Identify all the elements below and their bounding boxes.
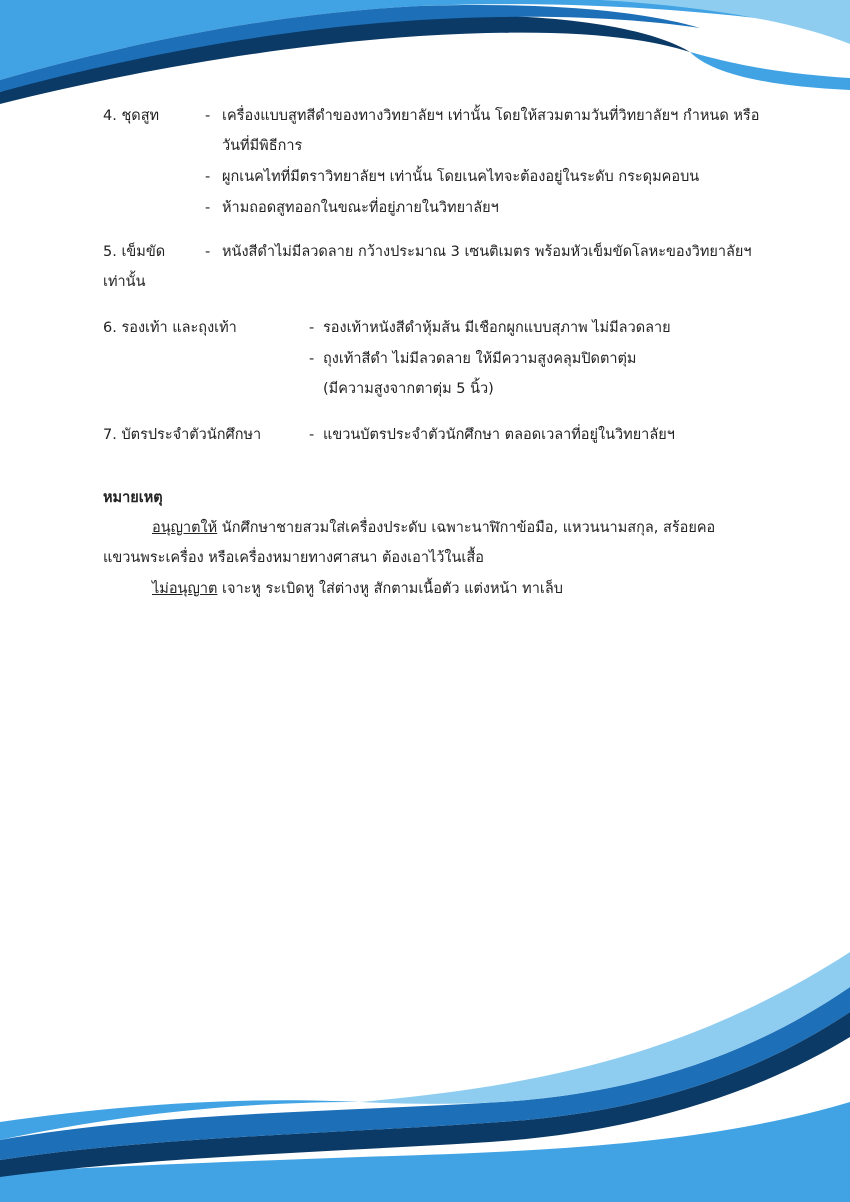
section-4-bullet-1: - [205, 108, 211, 124]
note-not-allowed-text: เจาะหู ระเบิดหู ใส่ต่างหู สักตามเนื้อตัว แต่งหน้า ทาเล็บ [217, 581, 563, 597]
section-4-item-2: ผูกเนคไทที่มีตราวิทยาลัยฯ เท่านั้น โดยเนคไทจะต้องอยู่ในระดับ กระดุมคอบน [222, 169, 700, 185]
section-4-bullet-2: - [205, 169, 211, 185]
note-not-allowed-label: ไม่อนุญาต [152, 581, 218, 597]
note-not-allowed-line [152, 574, 563, 605]
section-4-bullet-3: - [205, 200, 211, 216]
section-4-heading: 4. ชุดสูท [103, 108, 160, 124]
note-title: หมายเหตุ [103, 490, 163, 506]
section-5-line-1: หนังสีดำไม่มีลวดลาย กว้างประมาณ 3 เซนติเมตร พร้อมหัวเข็มขัดโลหะของวิทยาลัยฯ [222, 244, 752, 260]
note-allowed-line [152, 513, 715, 544]
section-5-bullet: - [205, 244, 211, 260]
note-allowed-text: นักศึกษาชายสวมใส่เครื่องประดับ เฉพาะนาฬิกาข้อมือ, แหวนนามสกุล, สร้อยคอ [217, 520, 716, 536]
section-7-heading: 7. บัตรประจำตัวนักศึกษา [103, 427, 262, 443]
section-6-item-2-line-2: (มีความสูงจากตาตุ่ม 5 นิ้ว) [323, 381, 494, 397]
section-7-bullet: - [309, 427, 315, 443]
section-6-item-1: รองเท้าหนังสีดำหุ้มส้น มีเชือกผูกแบบสุภาพ ไม่มีลวดลาย [323, 320, 671, 336]
note-allowed-text-2: แขวนพระเครื่อง หรือเครื่องหมายทางศาสนา ต้องเอาไว้ในเสื้อ [103, 550, 484, 566]
section-7-line: แขวนบัตรประจำตัวนักศึกษา ตลอดเวลาที่อยู่ในวิทยาลัยฯ [323, 427, 675, 443]
section-5-line-2: เท่านั้น [103, 274, 146, 290]
note-allowed-label: อนุญาตให้ [152, 520, 218, 536]
section-4-item-3: ห้ามถอดสูทออกในขณะที่อยู่ภายในวิทยาลัยฯ [222, 200, 499, 216]
section-4-item-1-line-1: เครื่องแบบสูทสีดำของทางวิทยาลัยฯ เท่านั้น โดยให้สวมตามวันที่วิทยาลัยฯ กำหนด หรือ [222, 108, 760, 124]
section-6-item-2-line-1: ถุงเท้าสีดำ ไม่มีลวดลาย ให้มีความสูงคลุมปิดตาตุ่ม [323, 351, 637, 367]
section-6-bullet-2: - [309, 351, 315, 367]
section-4-item-1-line-2: วันที่มีพิธีการ [222, 138, 303, 154]
section-6-heading: 6. รองเท้า และถุงเท้า [103, 320, 237, 336]
section-6-bullet-1: - [309, 320, 315, 336]
section-5-heading: 5. เข็มขัด [103, 244, 166, 260]
